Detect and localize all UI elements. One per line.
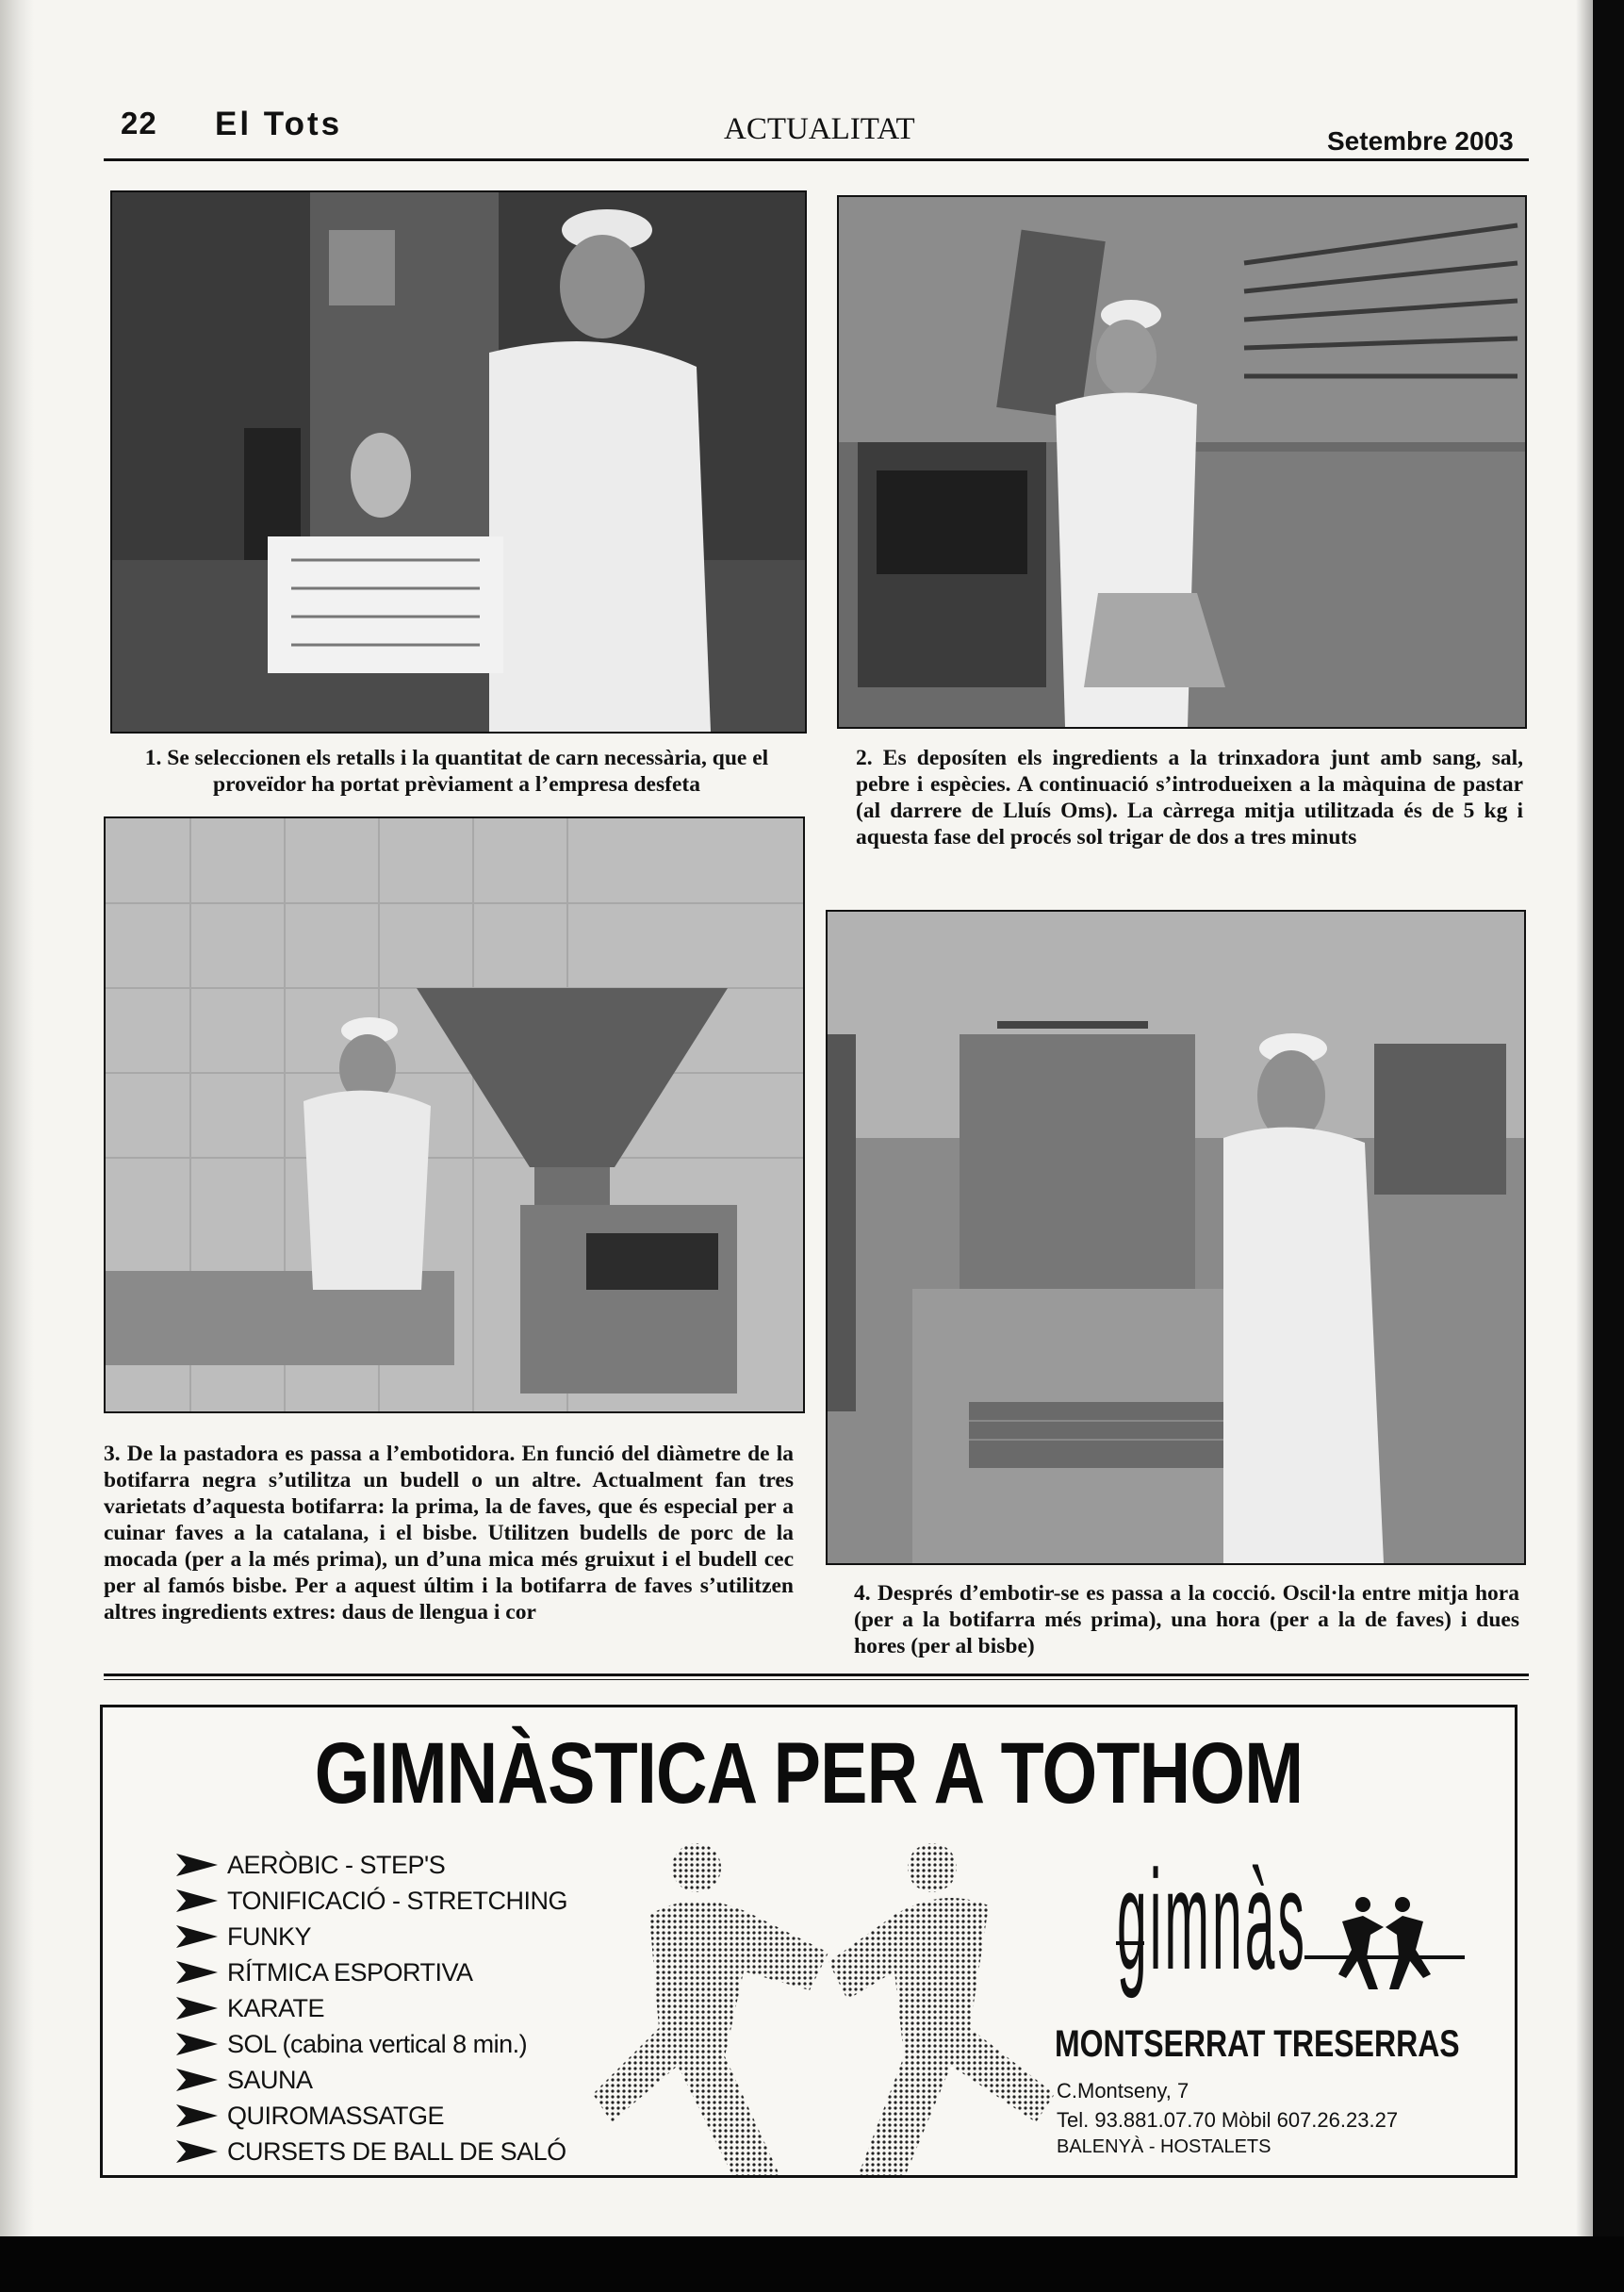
service-item: SAUNA	[176, 2062, 567, 2098]
arrow-bullet-icon	[176, 2069, 218, 2091]
photo-1-selecting-meat	[110, 190, 807, 734]
section-divider	[104, 1674, 1529, 1676]
caption-4: 4. Després d’embotir-se es passa a la cocció. Oscil·la entre mitja hora (per a la botifarra més prima), una hora (per a la de faves) i dues hores (per al bisbe)	[854, 1581, 1519, 1658]
services-list	[176, 1847, 567, 2169]
section-divider-thin	[104, 1679, 1529, 1680]
gym-logo-icon	[1304, 1891, 1465, 1995]
service-item: RÍTMICA ESPORTIVA	[176, 1954, 567, 1990]
brand-address: C.Montseny, 7	[1057, 2079, 1189, 2102]
brand-wordmark: gimnàs	[1117, 1840, 1307, 1999]
brand-town: BALENYÀ - HOSTALETS	[1057, 2136, 1271, 2157]
brand-phones: Tel. 93.881.07.70 Mòbil 607.26.23.27	[1057, 2108, 1399, 2132]
page-number: 22	[121, 106, 157, 140]
service-item: QUIROMASSATGE	[176, 2098, 567, 2134]
gym-advertisement	[100, 1705, 1517, 2178]
issue-date: Setembre 2003	[1327, 126, 1514, 156]
service-item: CURSETS DE BALL DE SALÓ	[176, 2134, 567, 2169]
section-title: ACTUALITAT	[724, 112, 915, 146]
brand-name: MONTSERRAT TRESERRAS	[1055, 2023, 1460, 2065]
photo-2-mincer	[837, 195, 1527, 729]
service-item: SOL (cabina vertical 8 min.)	[176, 2026, 567, 2062]
caption-2: 2. Es deposíten els ingredients a la trinxadora junt amb sang, sal, pebre i espècies. A continuació s’introdueixen a la màquina de pastar (al darrere de Lluís Oms). La càrrega mitja utilitzada és de 5 kg i aquesta fase del procés sol trigar de dos a tres minuts	[856, 746, 1523, 849]
service-item: TONIFICACIÓ - STRETCHING	[176, 1883, 567, 1919]
ad-title: GIMNÀSTICA PER A TOTHOM	[314, 1725, 1304, 1822]
header-rule	[104, 158, 1529, 161]
dancer-figure-icon	[593, 1811, 1121, 2178]
publication-name: El Tots	[215, 106, 343, 142]
service-item: AERÒBIC - STEP'S	[176, 1847, 567, 1883]
arrow-bullet-icon	[176, 1889, 218, 1912]
photo-4-cooking-vat	[826, 910, 1526, 1565]
arrow-bullet-icon	[176, 2033, 218, 2055]
photo-3-stuffing-machine	[104, 816, 805, 1413]
scan-background-right	[1593, 0, 1624, 2292]
scan-background-bottom	[0, 2236, 1624, 2292]
service-item: KARATE	[176, 1990, 567, 2026]
arrow-bullet-icon	[176, 2140, 218, 2163]
arrow-bullet-icon	[176, 1997, 218, 2020]
arrow-bullet-icon	[176, 2104, 218, 2127]
arrow-bullet-icon	[176, 1925, 218, 1948]
arrow-bullet-icon	[176, 1961, 218, 1984]
caption-1: 1. Se seleccionen els retalls i la quantitat de carn necessària, que el proveïdor ha portat prèviament a l’empresa desfeta	[144, 746, 769, 797]
page-binding-shadow	[0, 0, 34, 2292]
caption-3: 3. De la pastadora es passa a l’embotidora. En funció del diàmetre de la botifarra negra s’utilitza un budell o un altre. Actualment fan tres varietats d’aquesta botifarra: la prima, la de faves, que és especial per a cuinar faves a la catalana, i el bisbe. Utilitzen budells de porc de la mocada (per a la més prima), un d’una mica més gruixut i el budell cec per al famós bisbe. Per a aquest últim i la botifarra de faves s’utilitzen altres ingredients extres: daus de llengua i cor	[104, 1442, 794, 1624]
service-item: FUNKY	[176, 1919, 567, 1954]
arrow-bullet-icon	[176, 1854, 218, 1876]
